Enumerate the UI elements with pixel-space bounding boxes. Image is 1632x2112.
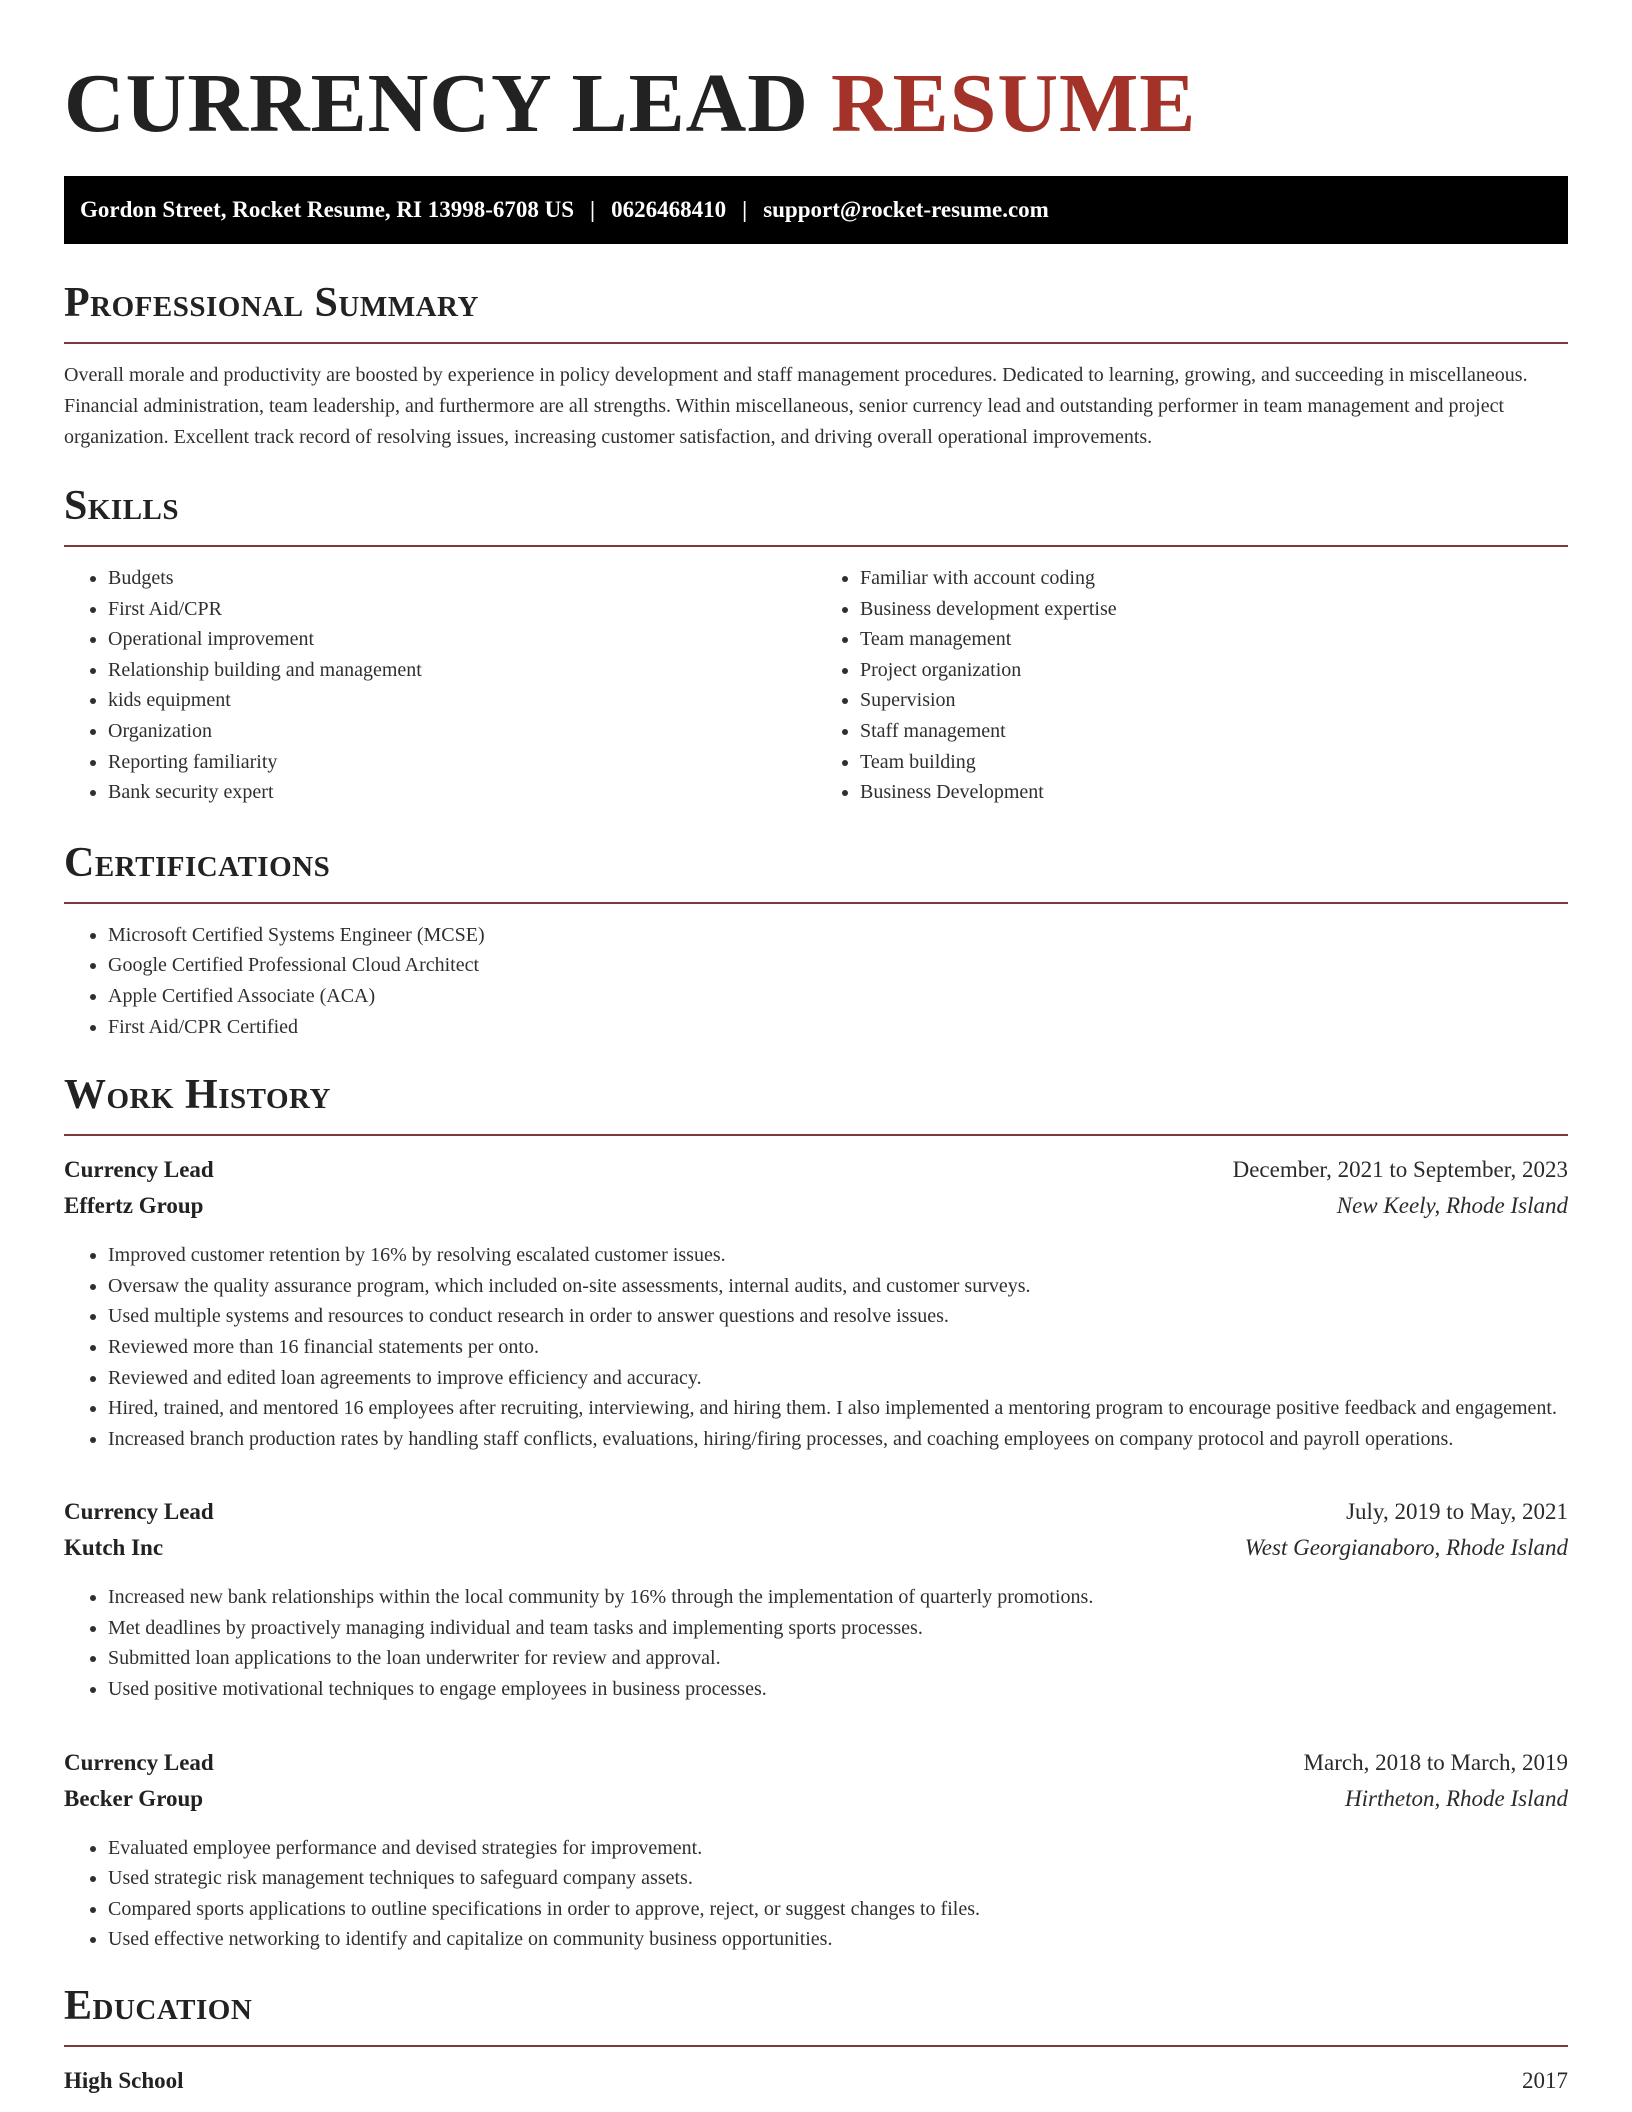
contact-email: support@rocket-resume.com — [763, 197, 1049, 222]
skill-item: • kids equipment — [108, 685, 816, 716]
skill-item: • Familiar with account coding — [860, 563, 1568, 594]
job-entry — [64, 1152, 1568, 1454]
skills-list-right — [816, 563, 1568, 808]
name-primary: CURRENCY LEAD — [64, 57, 809, 150]
skill-item: • First Aid/CPR — [108, 594, 816, 625]
section-divider — [64, 2045, 1568, 2047]
skill-item: • Business development expertise — [860, 594, 1568, 625]
job-bullets — [64, 1582, 1568, 1704]
section-divider — [64, 902, 1568, 904]
skill-item: • Bank security expert — [108, 777, 816, 808]
contact-address: Gordon Street, Rocket Resume, RI 13998-6708 US — [80, 197, 575, 222]
job-location: Hirtheton, Rhode Island — [1345, 1785, 1568, 1811]
job-company: Becker Group — [64, 1785, 204, 1811]
summary-section — [64, 278, 1568, 453]
job-company: Kutch Inc — [64, 1535, 164, 1561]
skill-item: • Supervision — [860, 685, 1568, 716]
job-company-row — [64, 1188, 1568, 1224]
certification-item: • Microsoft Certified Systems Engineer (MCSE) — [108, 920, 1568, 951]
contact-separator: | — [590, 197, 596, 222]
certifications-list — [64, 920, 1568, 1042]
skills-heading: Skills — [64, 483, 180, 529]
job-bullet: • Met deadlines by proactively managing individual and team tasks and implementing sports processes. — [108, 1613, 1568, 1644]
skill-item: • Relationship building and management — [108, 655, 816, 686]
skill-item: • Organization — [108, 716, 816, 747]
job-bullet: • Oversaw the quality assurance program, which included on-site assessments, internal audits, and customer surveys. — [108, 1271, 1568, 1302]
job-location: New Keely, Rhode Island — [1336, 1193, 1568, 1219]
contact-phone: 0626468410 — [611, 197, 727, 222]
certification-item: • Apple Certified Associate (ACA) — [108, 981, 1568, 1012]
job-bullet: • Increased new bank relationships within the local community by 16% through the implementation of quarterly promotions. — [108, 1582, 1568, 1613]
certifications-section — [64, 838, 1568, 1042]
job-entry — [64, 1745, 1568, 1955]
job-dates: July, 2019 to May, 2021 — [1346, 1499, 1568, 1525]
section-divider — [64, 342, 1568, 344]
contact-separator: | — [742, 197, 748, 222]
job-bullet: • Used multiple systems and resources to conduct research in order to answer questions and resolve issues. — [108, 1301, 1568, 1332]
job-header-row — [64, 1494, 1568, 1530]
job-company-row — [64, 1781, 1568, 1817]
section-divider — [64, 1134, 1568, 1136]
job-dates: March, 2018 to March, 2019 — [1303, 1749, 1568, 1775]
job-bullet: • Submitted loan applications to the loan underwriter for review and approval. — [108, 1643, 1568, 1674]
job-title: Currency Lead — [64, 1157, 214, 1183]
work-history-section — [64, 1070, 1568, 1955]
skill-item: • Reporting familiarity — [108, 747, 816, 778]
education-degree: High School — [64, 2068, 184, 2094]
contact-bar — [64, 176, 1568, 244]
skill-item: • Business Development — [860, 777, 1568, 808]
job-entry — [64, 1494, 1568, 1704]
job-bullets — [64, 1833, 1568, 1955]
job-header-row — [64, 1745, 1568, 1781]
skill-item: • Budgets — [108, 563, 816, 594]
job-company: Effertz Group — [64, 1193, 204, 1219]
skills-section — [64, 481, 1568, 808]
skill-item: • Staff management — [860, 716, 1568, 747]
skill-item: • Team building — [860, 747, 1568, 778]
job-bullet: • Improved customer retention by 16% by resolving escalated customer issues. — [108, 1240, 1568, 1271]
job-bullet: • Reviewed more than 16 financial statements per onto. — [108, 1332, 1568, 1363]
job-bullets — [64, 1240, 1568, 1454]
job-bullet: • Used strategic risk management techniques to safeguard company assets. — [108, 1863, 1568, 1894]
name-accent: RESUME — [830, 57, 1197, 150]
job-bullet: • Increased branch production rates by handling staff conflicts, evaluations, hiring/firing processes, and coaching employees on company protocol and payroll operations. — [108, 1424, 1568, 1455]
resume-name-heading — [64, 0, 1568, 152]
job-header-row — [64, 1152, 1568, 1188]
work-history-heading: Work History — [64, 1072, 331, 1119]
skills-grid — [64, 547, 1568, 808]
job-bullet: • Used effective networking to identify and capitalize on community business opportunities. — [108, 1924, 1568, 1955]
certification-item: • Google Certified Professional Cloud Architect — [108, 950, 1568, 981]
job-title: Currency Lead — [64, 1749, 214, 1775]
summary-heading: Professional Summary — [64, 280, 479, 326]
education-row — [64, 2063, 1568, 2099]
education-heading: Education — [64, 1983, 253, 2030]
job-bullet: • Reviewed and edited loan agreements to improve efficiency and accuracy. — [108, 1363, 1568, 1394]
job-company-row — [64, 1530, 1568, 1566]
education-section — [64, 1981, 1568, 2099]
job-location: West Georgianaboro, Rhode Island — [1244, 1535, 1568, 1561]
education-year: 2017 — [1522, 2068, 1568, 2094]
skill-item: • Operational improvement — [108, 624, 816, 655]
job-bullet: • Evaluated employee performance and devised strategies for improvement. — [108, 1833, 1568, 1864]
certification-item: • First Aid/CPR Certified — [108, 1012, 1568, 1043]
summary-text: Overall morale and productivity are boosted by experience in policy development and staff management procedures. Dedicated to learning, growing, and succeeding in miscellaneous. Financial administration, team leadership, and furthermore are all strengths. Within miscellaneous, senior currency lead and outstanding performer in team management and project organization. Excellent track record of resolving issues, increasing customer satisfaction, and driving overall operational improvements. — [64, 364, 1528, 448]
job-bullet: • Compared sports applications to outline specifications in order to approve, reject, or suggest changes to files. — [108, 1894, 1568, 1925]
certifications-heading: Certifications — [64, 839, 331, 886]
skills-list-left — [64, 563, 816, 808]
skill-item: • Project organization — [860, 655, 1568, 686]
job-bullet: • Hired, trained, and mentored 16 employees after recruiting, interviewing, and hiring them. I also implemented a mentoring program to encourage positive feedback and engagement. — [108, 1393, 1568, 1424]
job-bullet: • Used positive motivational techniques to engage employees in business processes. — [108, 1674, 1568, 1705]
skill-item: • Team management — [860, 624, 1568, 655]
job-title: Currency Lead — [64, 1499, 214, 1525]
job-dates: December, 2021 to September, 2023 — [1232, 1157, 1568, 1183]
